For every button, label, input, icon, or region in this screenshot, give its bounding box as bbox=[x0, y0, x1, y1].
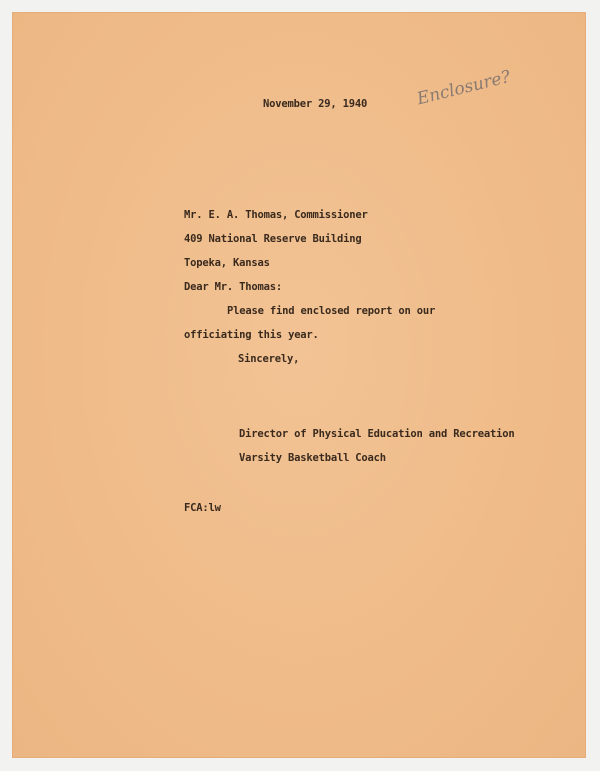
handwritten-note: Enclosure? bbox=[415, 66, 513, 110]
letter-page bbox=[12, 12, 586, 758]
body-line-2: officiating this year. bbox=[184, 329, 319, 341]
signature-title-2: Varsity Basketball Coach bbox=[239, 452, 386, 464]
recipient-name: Mr. E. A. Thomas, Commissioner bbox=[184, 209, 368, 221]
closing: Sincerely, bbox=[238, 353, 300, 365]
reference-initials: FCA:lw bbox=[184, 502, 221, 514]
salutation: Dear Mr. Thomas: bbox=[184, 281, 282, 293]
letter-date: November 29, 1940 bbox=[263, 98, 368, 110]
body-line-1: Please find enclosed report on our bbox=[227, 305, 436, 317]
signature-title-1: Director of Physical Education and Recreation bbox=[239, 428, 515, 440]
recipient-address: 409 National Reserve Building bbox=[184, 233, 362, 245]
recipient-city: Topeka, Kansas bbox=[184, 257, 270, 269]
